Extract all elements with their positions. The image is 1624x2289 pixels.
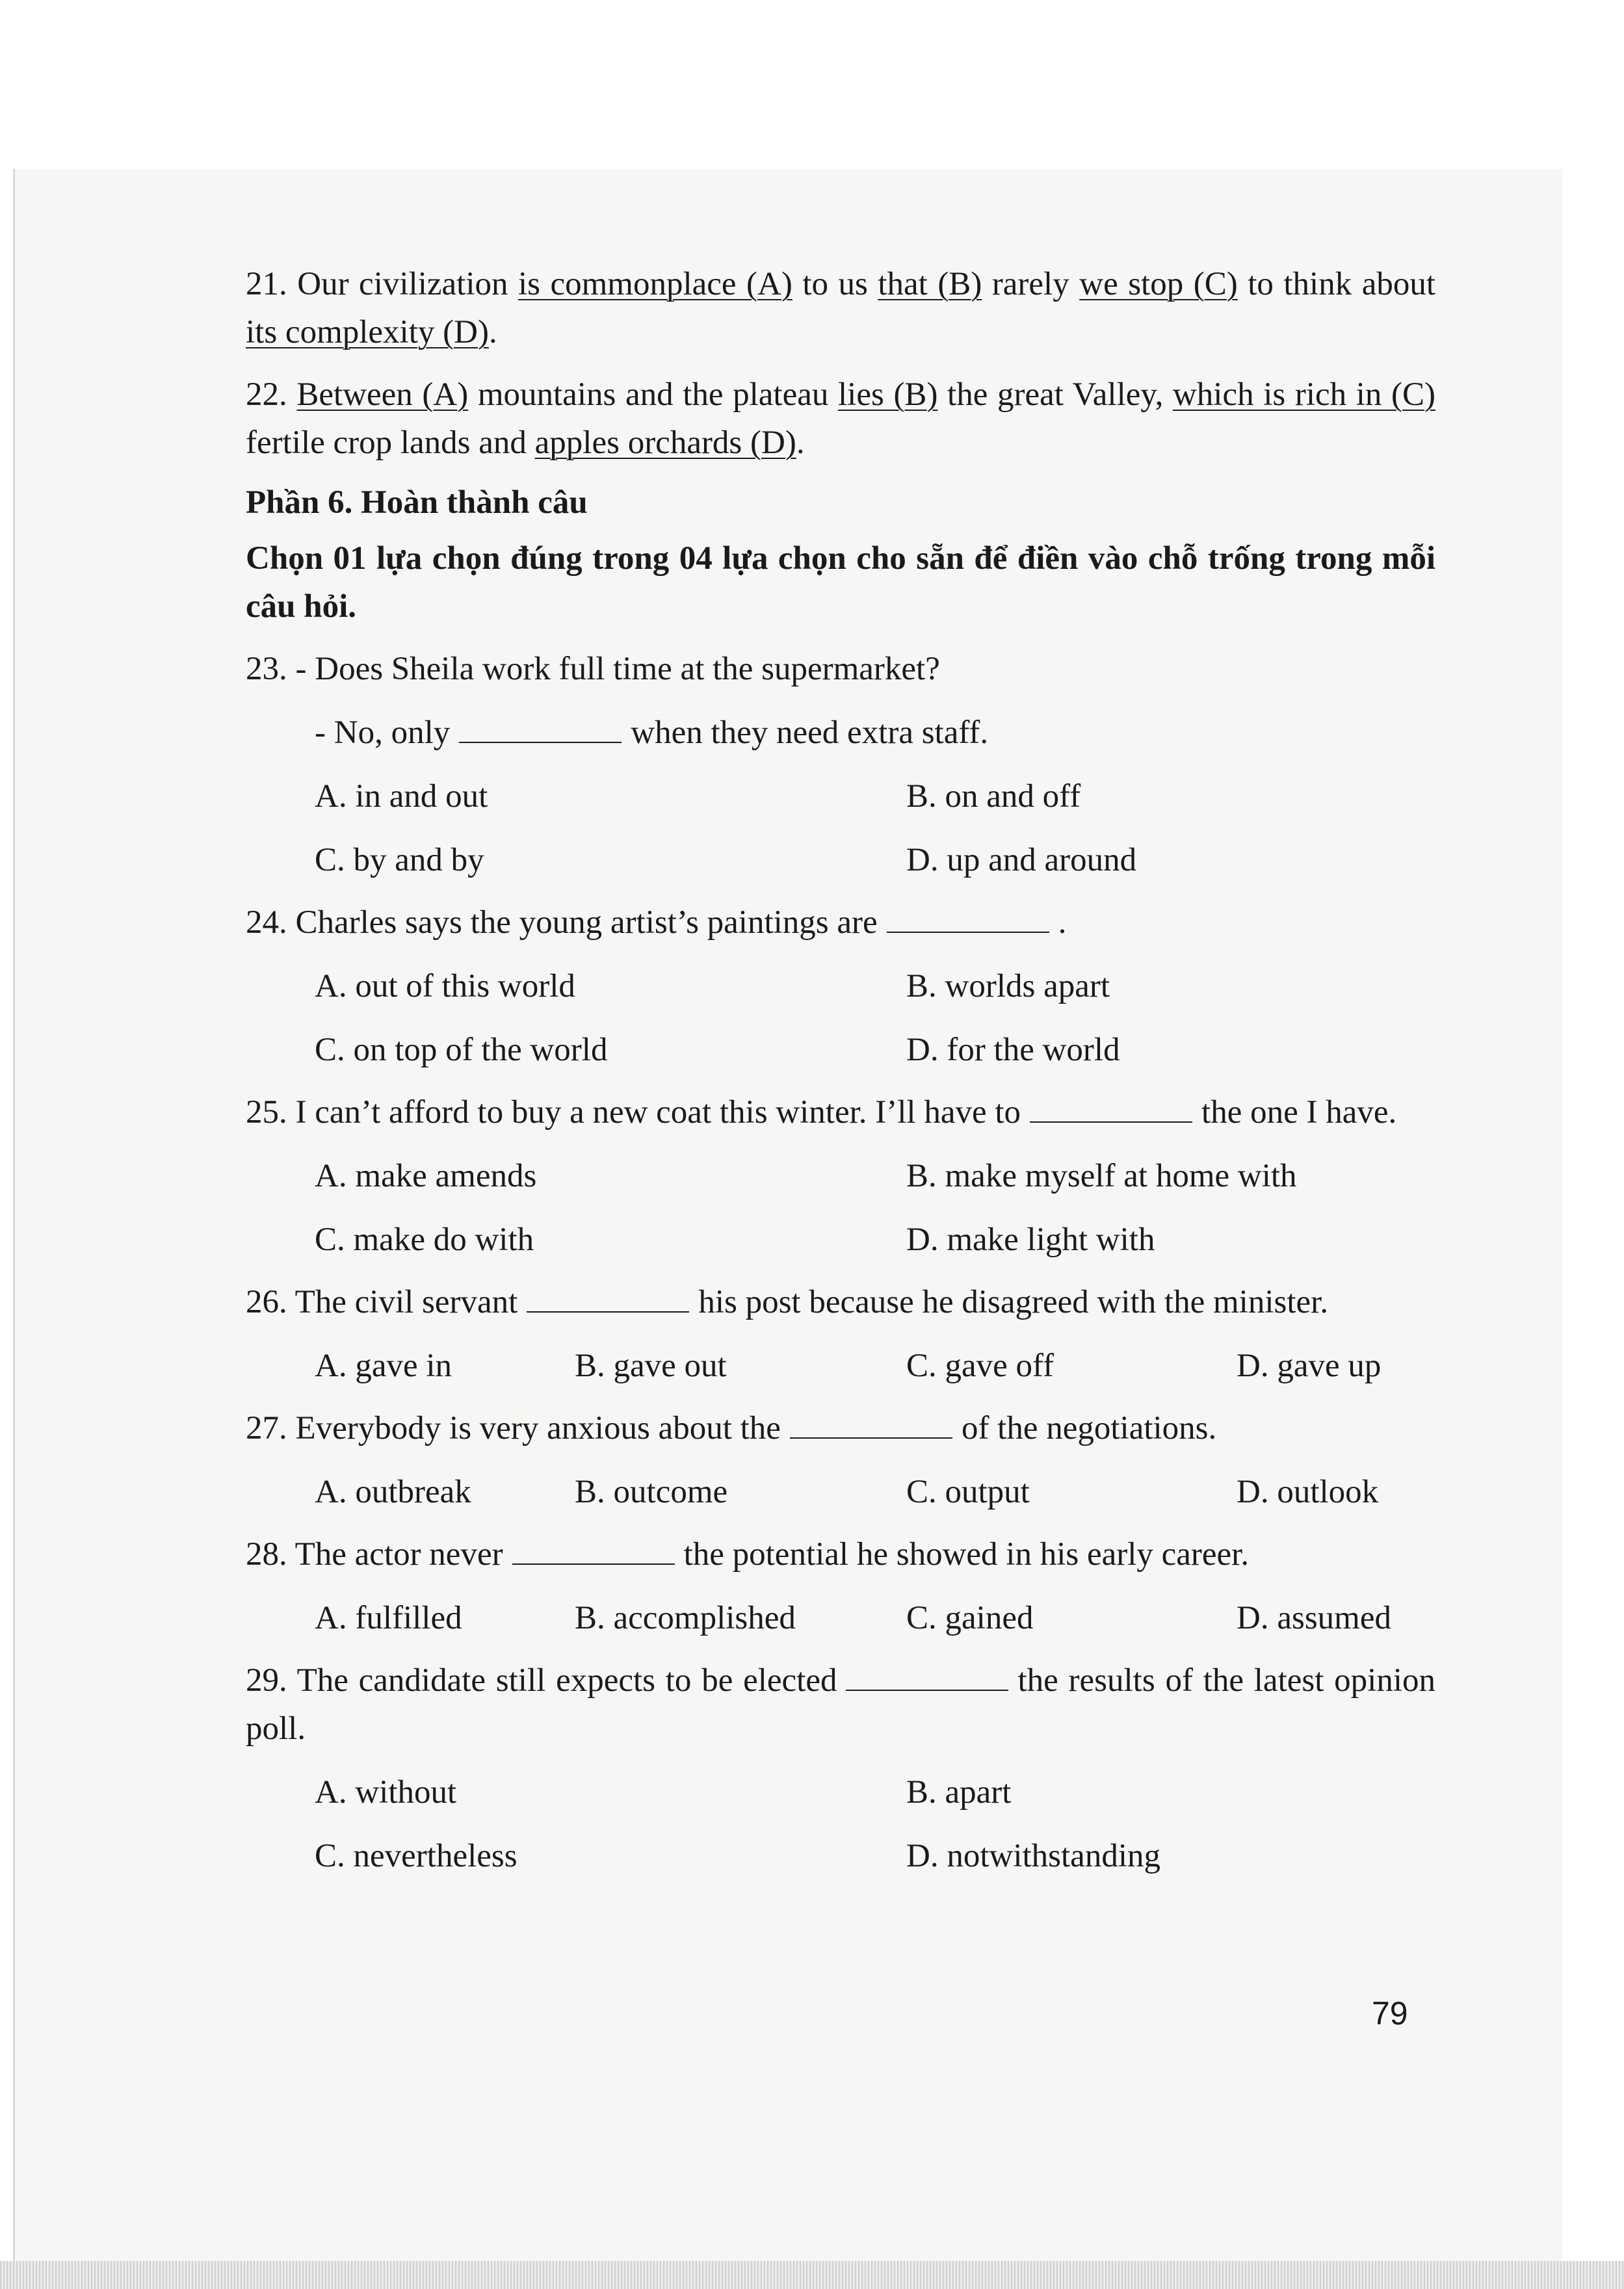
option-d: D. for the world bbox=[906, 1032, 1120, 1068]
option-b: B. worlds apart bbox=[906, 968, 1110, 1004]
question-text: to think about bbox=[1248, 266, 1436, 302]
question-29-options bbox=[315, 1753, 1435, 1880]
question-text: of the negotiations. bbox=[961, 1410, 1217, 1446]
question-text: the one I have. bbox=[1201, 1094, 1397, 1131]
option-d: D. gave up bbox=[1237, 1348, 1382, 1384]
question-text: - No, only bbox=[315, 714, 451, 751]
option-b: B. apart bbox=[906, 1774, 1012, 1811]
option-c: C. on top of the world bbox=[315, 1032, 608, 1068]
question-number: 21. bbox=[246, 266, 287, 302]
option-a: A. outbreak bbox=[315, 1474, 471, 1510]
option-d: D. up and around bbox=[906, 842, 1137, 878]
underlined-part-b: that (B) bbox=[878, 266, 982, 302]
question-text: rarely bbox=[991, 266, 1069, 302]
question-text: The candidate still expects to be elected bbox=[296, 1662, 837, 1699]
section-heading: Phần 6. Hoàn thành câu bbox=[246, 484, 588, 521]
option-d: D. outlook bbox=[1237, 1474, 1379, 1510]
underlined-part-d: its complexity (D) bbox=[246, 314, 489, 350]
underlined-part-a: Between (A) bbox=[296, 376, 469, 413]
answer-blank bbox=[846, 1664, 1008, 1691]
option-b: B. accomplished bbox=[575, 1600, 796, 1636]
question-number: 25. bbox=[246, 1094, 287, 1131]
answer-blank bbox=[887, 906, 1049, 933]
question-26 bbox=[246, 1278, 1435, 1326]
question-text: his post because he disagreed with the minister. bbox=[698, 1284, 1329, 1320]
page-number: 79 bbox=[1372, 1995, 1408, 2032]
answer-blank bbox=[459, 716, 622, 743]
answer-blank bbox=[512, 1537, 675, 1565]
underlined-part-d: apples orchards (D) bbox=[534, 425, 796, 461]
option-b: B. outcome bbox=[575, 1474, 728, 1510]
option-b: B. make myself at home with bbox=[906, 1158, 1297, 1194]
option-a: A. make amends bbox=[315, 1158, 537, 1194]
question-29 bbox=[246, 1656, 1435, 1753]
question-number: 26. bbox=[246, 1284, 287, 1320]
option-d: D. make light with bbox=[906, 1222, 1155, 1258]
answer-blank bbox=[527, 1285, 689, 1313]
option-c: C. by and by bbox=[315, 842, 484, 878]
question-text: The actor never bbox=[295, 1536, 503, 1573]
question-24 bbox=[246, 898, 1435, 947]
question-22 bbox=[246, 371, 1435, 467]
question-21 bbox=[246, 260, 1435, 356]
question-24-options bbox=[315, 947, 1435, 1074]
question-text: Charles says the young artist’s paintings are bbox=[295, 904, 878, 941]
option-a: A. out of this world bbox=[315, 968, 575, 1004]
question-number: 22. bbox=[246, 376, 287, 413]
option-d: D. assumed bbox=[1237, 1600, 1391, 1636]
question-25-options bbox=[315, 1136, 1435, 1264]
exam-content bbox=[246, 246, 1435, 1880]
question-text: . bbox=[796, 425, 805, 461]
question-26-options bbox=[315, 1342, 1435, 1390]
question-23-reply bbox=[315, 709, 1435, 757]
question-23-options bbox=[315, 757, 1435, 884]
option-d: D. notwithstanding bbox=[906, 1838, 1160, 1874]
question-text: mountains and the plateau bbox=[477, 376, 829, 413]
option-c: C. gave off bbox=[906, 1348, 1054, 1384]
question-text: when they need extra staff. bbox=[631, 714, 989, 751]
option-c: C. gained bbox=[906, 1600, 1034, 1636]
underlined-part-c: we stop (C) bbox=[1079, 266, 1238, 302]
question-number: 29. bbox=[246, 1662, 287, 1699]
question-27 bbox=[246, 1404, 1435, 1452]
question-text: Everybody is very anxious about the bbox=[295, 1410, 781, 1446]
option-c: C. make do with bbox=[315, 1222, 534, 1258]
answer-blank bbox=[790, 1411, 952, 1439]
question-text: to us bbox=[802, 266, 868, 302]
answer-blank bbox=[1030, 1095, 1192, 1123]
question-text: the great Valley, bbox=[947, 376, 1164, 413]
section-instruction: Chọn 01 lựa chọn đúng trong 04 lựa chọn cho sẵn để điền vào chỗ trống trong mỗi câu hỏi. bbox=[246, 540, 1435, 625]
question-25 bbox=[246, 1088, 1435, 1136]
question-28 bbox=[246, 1530, 1435, 1578]
question-text: the results of the latest opinion poll. bbox=[246, 1662, 1435, 1747]
question-text: - Does Sheila work full time at the supermarket? bbox=[295, 651, 940, 687]
option-a: A. in and out bbox=[315, 778, 488, 815]
underlined-part-b: lies (B) bbox=[838, 376, 938, 413]
question-text: The civil servant bbox=[295, 1284, 518, 1320]
option-b: B. gave out bbox=[575, 1348, 727, 1384]
question-number: 27. bbox=[246, 1410, 287, 1446]
question-number: 28. bbox=[246, 1536, 287, 1573]
option-c: C. nevertheless bbox=[315, 1838, 517, 1874]
question-text: I can’t afford to buy a new coat this winter. I’ll have to bbox=[295, 1094, 1021, 1131]
question-number: 24. bbox=[246, 904, 287, 941]
question-text: the potential he showed in his early career. bbox=[683, 1536, 1250, 1573]
option-a: A. without bbox=[315, 1774, 457, 1811]
option-b: B. on and off bbox=[906, 778, 1081, 815]
question-text: . bbox=[1058, 904, 1067, 941]
question-text: . bbox=[488, 314, 497, 350]
scan-edge-strip bbox=[0, 2261, 1624, 2289]
underlined-part-c: which is rich in (C) bbox=[1172, 376, 1436, 413]
question-23 bbox=[246, 645, 1435, 693]
underlined-part-a: is commonplace (A) bbox=[517, 266, 792, 302]
question-text: fertile crop lands and bbox=[246, 425, 527, 461]
question-number: 23. bbox=[246, 651, 287, 687]
option-a: A. gave in bbox=[315, 1348, 452, 1384]
question-text: Our civilization bbox=[297, 266, 508, 302]
question-27-options bbox=[315, 1468, 1435, 1516]
option-c: C. output bbox=[906, 1474, 1030, 1510]
question-28-options bbox=[315, 1594, 1435, 1642]
option-a: A. fulfilled bbox=[315, 1600, 462, 1636]
